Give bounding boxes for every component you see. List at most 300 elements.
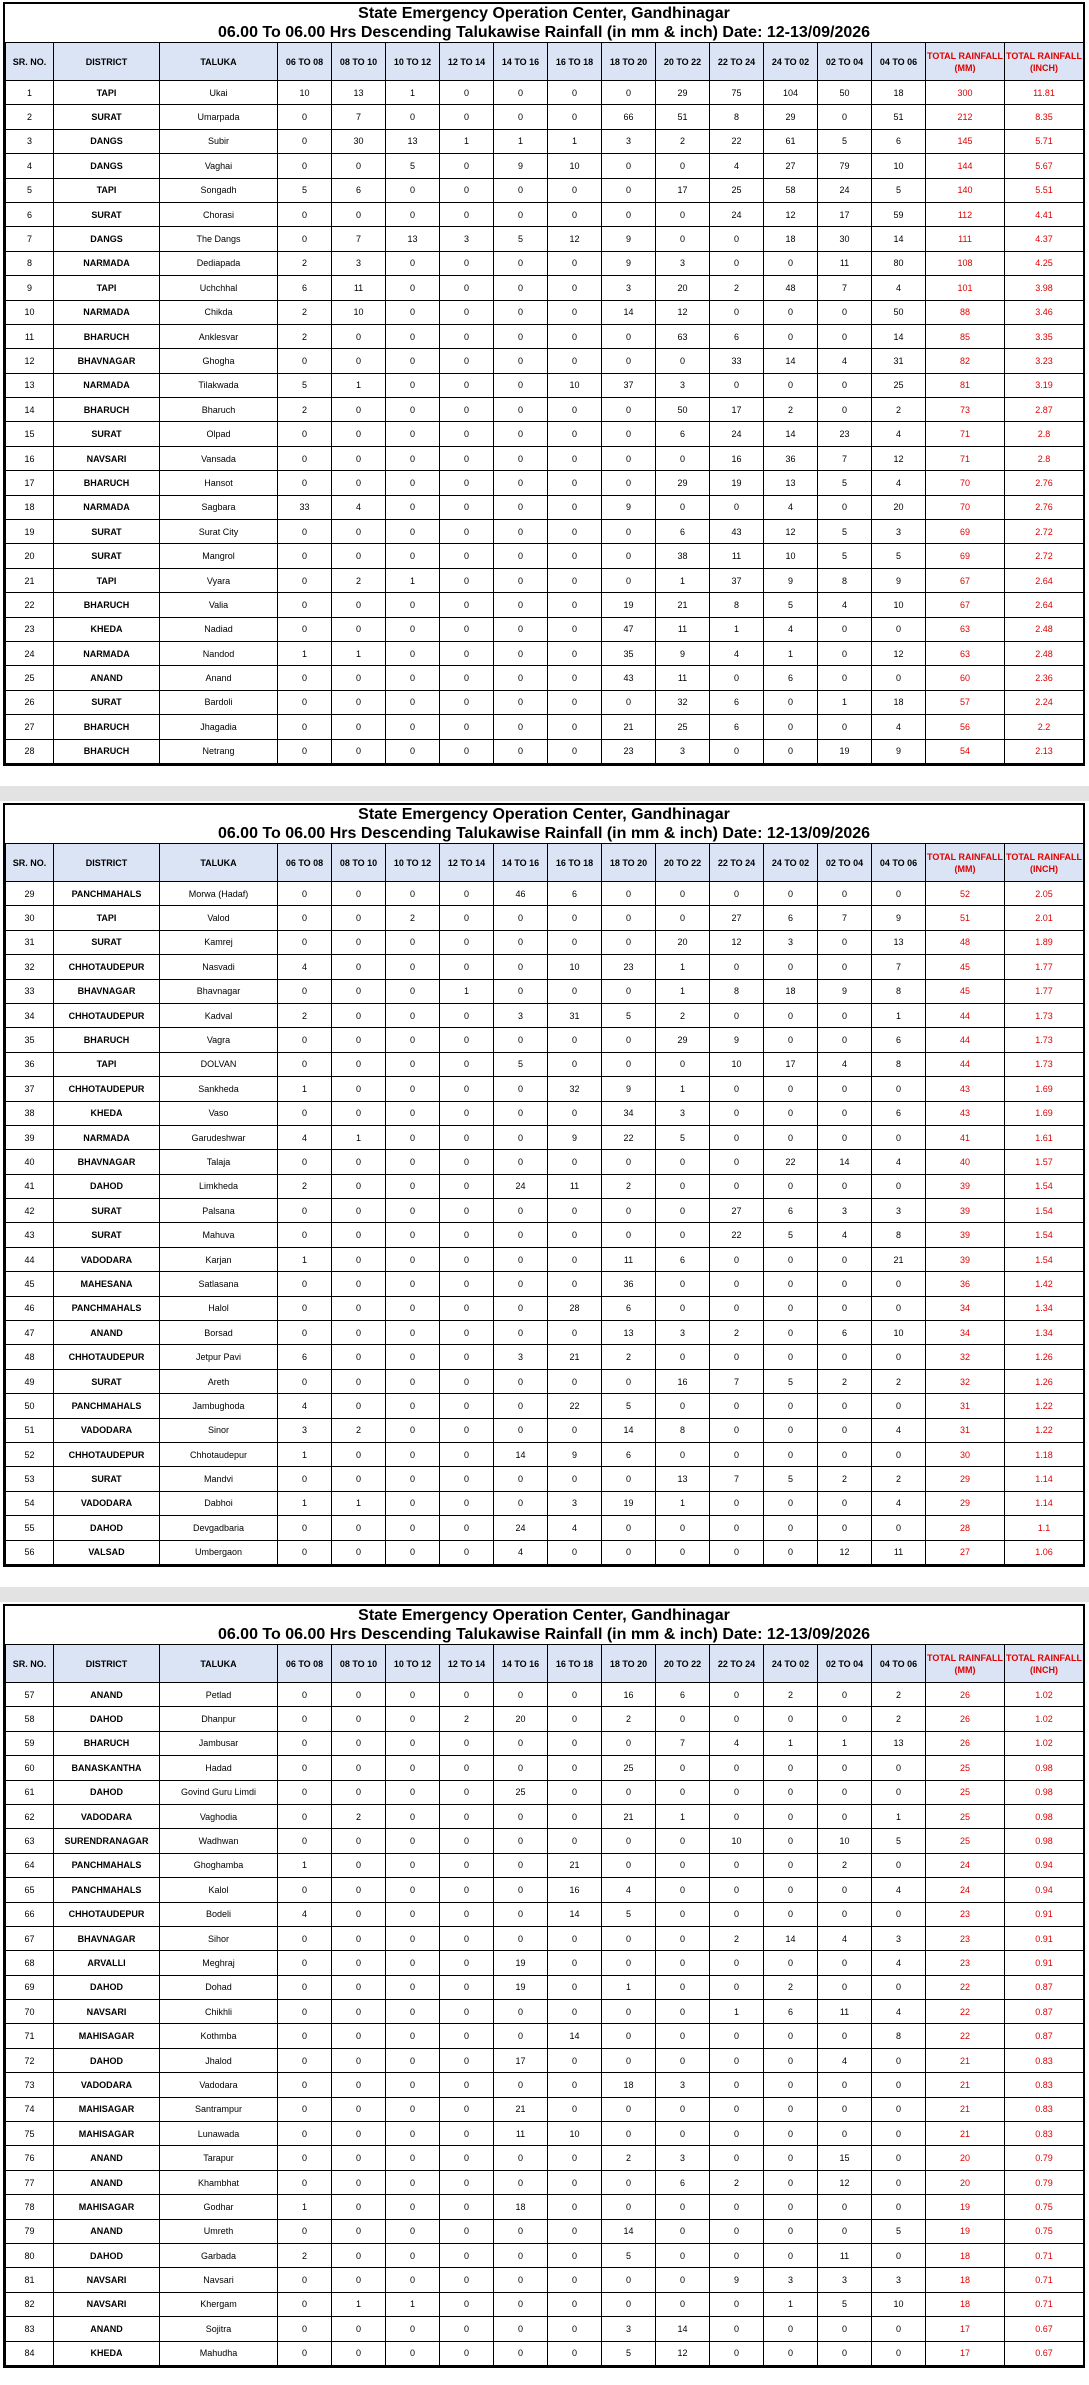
rain-20-22-cell: 0 xyxy=(656,1756,710,1780)
rain-10-12-cell: 0 xyxy=(386,882,440,906)
rain-06-08-cell: 0 xyxy=(278,1951,332,1975)
sr-no-cell: 49 xyxy=(6,1369,54,1393)
rain-14-16-cell: 0 xyxy=(494,520,548,544)
column-header: SR. NO. xyxy=(6,43,54,81)
sr-no-cell: 7 xyxy=(6,227,54,251)
rain-10-12-cell: 0 xyxy=(386,617,440,641)
total-inch-cell: 1.02 xyxy=(1005,1707,1084,1731)
rain-18-20-cell: 2 xyxy=(602,1707,656,1731)
rain-04-06-cell: 8 xyxy=(872,979,926,1003)
rain-06-08-cell: 0 xyxy=(278,1199,332,1223)
rain-06-08-cell: 0 xyxy=(278,2122,332,2146)
rain-10-12-cell: 0 xyxy=(386,1052,440,1076)
rain-10-12-cell: 0 xyxy=(386,666,440,690)
district-cell: KHEDA xyxy=(54,1101,160,1125)
rain-22-24-cell: 24 xyxy=(710,422,764,446)
rain-02-04-cell: 15 xyxy=(818,2146,872,2170)
rain-04-06-cell: 0 xyxy=(872,2317,926,2341)
rain-10-12-cell: 0 xyxy=(386,1975,440,1999)
sr-no-cell: 29 xyxy=(6,882,54,906)
rain-24-02-cell: 0 xyxy=(764,2097,818,2121)
rain-14-16-cell: 19 xyxy=(494,1951,548,1975)
rain-02-04-cell: 0 xyxy=(818,300,872,324)
rain-20-22-cell: 3 xyxy=(656,373,710,397)
rain-06-08-cell: 0 xyxy=(278,1731,332,1755)
rain-24-02-cell: 2 xyxy=(764,1975,818,1999)
total-mm-cell: 21 xyxy=(926,2122,1005,2146)
rain-22-24-cell: 0 xyxy=(710,2341,764,2365)
rain-20-22-cell: 0 xyxy=(656,1296,710,1320)
column-header: TOTAL RAINFALL (MM) xyxy=(926,43,1005,81)
rain-04-06-cell: 5 xyxy=(872,178,926,202)
taluka-cell: Sankheda xyxy=(160,1077,278,1101)
rain-12-14-cell: 0 xyxy=(440,1418,494,1442)
sr-no-cell: 59 xyxy=(6,1731,54,1755)
rain-14-16-cell: 0 xyxy=(494,202,548,226)
total-inch-cell: 0.98 xyxy=(1005,1804,1084,1828)
rain-04-06-cell: 0 xyxy=(872,2243,926,2267)
rain-18-20-cell: 9 xyxy=(602,251,656,275)
rain-24-02-cell: 0 xyxy=(764,251,818,275)
rain-12-14-cell: 0 xyxy=(440,2219,494,2243)
district-cell: BHARUCH xyxy=(54,324,160,348)
sr-no-cell: 43 xyxy=(6,1223,54,1247)
rain-14-16-cell: 0 xyxy=(494,1491,548,1515)
table-row xyxy=(6,227,1084,251)
rain-18-20-cell: 0 xyxy=(602,2122,656,2146)
rain-08-10-cell: 0 xyxy=(332,690,386,714)
rain-12-14-cell: 0 xyxy=(440,1272,494,1296)
rain-06-08-cell: 0 xyxy=(278,1540,332,1564)
rain-16-18-cell: 9 xyxy=(548,1442,602,1466)
rain-12-14-cell: 0 xyxy=(440,1491,494,1515)
rain-06-08-cell: 0 xyxy=(278,568,332,592)
table-row xyxy=(6,1707,1084,1731)
rain-18-20-cell: 0 xyxy=(602,2000,656,2024)
taluka-cell: Devgadbaria xyxy=(160,1516,278,1540)
total-inch-cell: 1.57 xyxy=(1005,1150,1084,1174)
sr-no-cell: 51 xyxy=(6,1418,54,1442)
rain-12-14-cell: 0 xyxy=(440,178,494,202)
rain-18-20-cell: 22 xyxy=(602,1125,656,1149)
rain-16-18-cell: 10 xyxy=(548,373,602,397)
district-cell: TAPI xyxy=(54,81,160,105)
rain-18-20-cell: 9 xyxy=(602,495,656,519)
rain-16-18-cell: 0 xyxy=(548,471,602,495)
rain-24-02-cell: 5 xyxy=(764,593,818,617)
rain-12-14-cell: 0 xyxy=(440,2000,494,2024)
total-inch-cell: 2.72 xyxy=(1005,544,1084,568)
rain-24-02-cell: 0 xyxy=(764,1951,818,1975)
taluka-cell: Olpad xyxy=(160,422,278,446)
rain-10-12-cell: 0 xyxy=(386,1174,440,1198)
rain-18-20-cell: 0 xyxy=(602,1150,656,1174)
rain-20-22-cell: 29 xyxy=(656,471,710,495)
total-inch-cell: 1.1 xyxy=(1005,1516,1084,1540)
rain-02-04-cell: 11 xyxy=(818,2000,872,2024)
total-mm-cell: 101 xyxy=(926,276,1005,300)
rain-06-08-cell: 4 xyxy=(278,1394,332,1418)
total-inch-cell: 8.35 xyxy=(1005,105,1084,129)
rain-06-08-cell: 1 xyxy=(278,1853,332,1877)
rain-10-12-cell: 0 xyxy=(386,2341,440,2365)
column-header: 04 TO 06 xyxy=(872,844,926,882)
sr-no-cell: 37 xyxy=(6,1077,54,1101)
rain-08-10-cell: 0 xyxy=(332,446,386,470)
rain-18-20-cell: 0 xyxy=(602,1369,656,1393)
total-inch-cell: 1.89 xyxy=(1005,930,1084,954)
rain-24-02-cell: 0 xyxy=(764,2170,818,2194)
district-cell: NARMADA xyxy=(54,641,160,665)
rain-24-02-cell: 2 xyxy=(764,398,818,422)
rain-02-04-cell: 0 xyxy=(818,1028,872,1052)
sr-no-cell: 45 xyxy=(6,1272,54,1296)
rain-04-06-cell: 50 xyxy=(872,300,926,324)
rain-14-16-cell: 0 xyxy=(494,2000,548,2024)
rain-12-14-cell: 3 xyxy=(440,227,494,251)
rain-02-04-cell: 0 xyxy=(818,105,872,129)
rain-24-02-cell: 0 xyxy=(764,882,818,906)
taluka-cell: Valia xyxy=(160,593,278,617)
rain-20-22-cell: 0 xyxy=(656,2000,710,2024)
rain-04-06-cell: 4 xyxy=(872,715,926,739)
column-header: 16 TO 18 xyxy=(548,43,602,81)
rain-22-24-cell: 0 xyxy=(710,1101,764,1125)
rain-14-16-cell: 0 xyxy=(494,2170,548,2194)
total-mm-cell: 32 xyxy=(926,1369,1005,1393)
rain-04-06-cell: 0 xyxy=(872,1272,926,1296)
total-inch-cell: 0.79 xyxy=(1005,2146,1084,2170)
rain-24-02-cell: 2 xyxy=(764,1683,818,1707)
rain-10-12-cell: 0 xyxy=(386,1516,440,1540)
taluka-cell: Govind Guru Limdi xyxy=(160,1780,278,1804)
district-cell: NARMADA xyxy=(54,251,160,275)
total-mm-cell: 34 xyxy=(926,1321,1005,1345)
rain-20-22-cell: 0 xyxy=(656,2097,710,2121)
rain-12-14-cell: 0 xyxy=(440,1125,494,1149)
column-header: 02 TO 04 xyxy=(818,43,872,81)
taluka-cell: Satlasana xyxy=(160,1272,278,1296)
rain-08-10-cell: 0 xyxy=(332,154,386,178)
table-row xyxy=(6,1174,1084,1198)
total-mm-cell: 27 xyxy=(926,1540,1005,1564)
rain-04-06-cell: 5 xyxy=(872,544,926,568)
rain-14-16-cell: 0 xyxy=(494,1829,548,1853)
rain-06-08-cell: 0 xyxy=(278,1804,332,1828)
rain-06-08-cell: 0 xyxy=(278,1975,332,1999)
rain-02-04-cell: 4 xyxy=(818,349,872,373)
rain-22-24-cell: 17 xyxy=(710,398,764,422)
district-cell: SURAT xyxy=(54,1369,160,1393)
total-inch-cell: 1.02 xyxy=(1005,1683,1084,1707)
rain-04-06-cell: 4 xyxy=(872,1150,926,1174)
rain-04-06-cell: 2 xyxy=(872,1467,926,1491)
rain-22-24-cell: 0 xyxy=(710,955,764,979)
rain-08-10-cell: 0 xyxy=(332,2341,386,2365)
rain-18-20-cell: 4 xyxy=(602,1878,656,1902)
rain-20-22-cell: 0 xyxy=(656,1345,710,1369)
taluka-cell: Vyara xyxy=(160,568,278,592)
rain-18-20-cell: 0 xyxy=(602,178,656,202)
rain-24-02-cell: 0 xyxy=(764,1829,818,1853)
total-inch-cell: 0.83 xyxy=(1005,2122,1084,2146)
taluka-cell: Areth xyxy=(160,1369,278,1393)
district-cell: TAPI xyxy=(54,276,160,300)
taluka-cell: Vaghodia xyxy=(160,1804,278,1828)
rain-22-24-cell: 33 xyxy=(710,349,764,373)
total-inch-cell: 0.91 xyxy=(1005,1902,1084,1926)
rain-22-24-cell: 37 xyxy=(710,568,764,592)
rain-14-16-cell: 25 xyxy=(494,1780,548,1804)
rain-14-16-cell: 0 xyxy=(494,568,548,592)
rain-02-04-cell: 5 xyxy=(818,2292,872,2316)
rain-20-22-cell: 0 xyxy=(656,1853,710,1877)
rain-14-16-cell: 0 xyxy=(494,1223,548,1247)
rain-04-06-cell: 9 xyxy=(872,906,926,930)
rain-18-20-cell: 0 xyxy=(602,1829,656,1853)
rain-10-12-cell: 0 xyxy=(386,1028,440,1052)
rain-14-16-cell: 3 xyxy=(494,1345,548,1369)
rain-04-06-cell: 0 xyxy=(872,2195,926,2219)
rain-14-16-cell: 0 xyxy=(494,446,548,470)
rain-12-14-cell: 0 xyxy=(440,154,494,178)
rain-14-16-cell: 0 xyxy=(494,1731,548,1755)
rain-22-24-cell: 43 xyxy=(710,520,764,544)
sr-no-cell: 66 xyxy=(6,1902,54,1926)
sr-no-cell: 9 xyxy=(6,276,54,300)
rain-12-14-cell: 0 xyxy=(440,324,494,348)
district-cell: DAHOD xyxy=(54,1516,160,1540)
rain-18-20-cell: 21 xyxy=(602,1804,656,1828)
rain-16-18-cell: 0 xyxy=(548,300,602,324)
report-page-1 xyxy=(0,0,1089,786)
sr-no-cell: 70 xyxy=(6,2000,54,2024)
rain-20-22-cell: 1 xyxy=(656,955,710,979)
rain-24-02-cell: 0 xyxy=(764,2243,818,2267)
district-cell: ANAND xyxy=(54,1683,160,1707)
column-header: TOTAL RAINFALL (INCH) xyxy=(1005,1645,1084,1683)
total-mm-cell: 22 xyxy=(926,2024,1005,2048)
rain-20-22-cell: 16 xyxy=(656,1369,710,1393)
rain-06-08-cell: 0 xyxy=(278,1150,332,1174)
rain-22-24-cell: 27 xyxy=(710,1199,764,1223)
taluka-cell: Halol xyxy=(160,1296,278,1320)
rain-20-22-cell: 0 xyxy=(656,906,710,930)
rain-08-10-cell: 0 xyxy=(332,1756,386,1780)
rain-20-22-cell: 9 xyxy=(656,641,710,665)
rain-14-16-cell: 0 xyxy=(494,930,548,954)
table-row xyxy=(6,1491,1084,1515)
rain-10-12-cell: 0 xyxy=(386,1199,440,1223)
rain-06-08-cell: 0 xyxy=(278,1683,332,1707)
rain-24-02-cell: 0 xyxy=(764,1853,818,1877)
rain-08-10-cell: 0 xyxy=(332,2317,386,2341)
total-mm-cell: 28 xyxy=(926,1516,1005,1540)
rain-16-18-cell: 0 xyxy=(548,1052,602,1076)
rain-02-04-cell: 0 xyxy=(818,1683,872,1707)
column-header: 18 TO 20 xyxy=(602,43,656,81)
rain-08-10-cell: 1 xyxy=(332,373,386,397)
rain-06-08-cell: 0 xyxy=(278,930,332,954)
district-cell: CHHOTAUDEPUR xyxy=(54,1003,160,1027)
rain-14-16-cell: 0 xyxy=(494,422,548,446)
total-inch-cell: 0.83 xyxy=(1005,2048,1084,2072)
rain-16-18-cell: 9 xyxy=(548,1125,602,1149)
rain-04-06-cell: 13 xyxy=(872,1731,926,1755)
rain-06-08-cell: 33 xyxy=(278,495,332,519)
rain-18-20-cell: 0 xyxy=(602,1926,656,1950)
rain-10-12-cell: 0 xyxy=(386,2243,440,2267)
rain-02-04-cell: 79 xyxy=(818,154,872,178)
taluka-cell: Nadiad xyxy=(160,617,278,641)
total-inch-cell: 0.71 xyxy=(1005,2268,1084,2292)
taluka-cell: Bharuch xyxy=(160,398,278,422)
rain-18-20-cell: 0 xyxy=(602,471,656,495)
total-mm-cell: 69 xyxy=(926,520,1005,544)
total-inch-cell: 1.22 xyxy=(1005,1394,1084,1418)
rain-02-04-cell: 5 xyxy=(818,129,872,153)
total-inch-cell: 0.83 xyxy=(1005,2097,1084,2121)
rain-18-20-cell: 3 xyxy=(602,276,656,300)
total-mm-cell: 67 xyxy=(926,568,1005,592)
district-cell: ANAND xyxy=(54,2317,160,2341)
rain-14-16-cell: 0 xyxy=(494,276,548,300)
rain-24-02-cell: 0 xyxy=(764,1442,818,1466)
rain-12-14-cell: 0 xyxy=(440,1516,494,1540)
rain-14-16-cell: 0 xyxy=(494,324,548,348)
rain-14-16-cell: 0 xyxy=(494,349,548,373)
rain-20-22-cell: 13 xyxy=(656,1467,710,1491)
rain-24-02-cell: 0 xyxy=(764,2146,818,2170)
rain-02-04-cell: 0 xyxy=(818,1516,872,1540)
rain-08-10-cell: 2 xyxy=(332,1418,386,1442)
rain-18-20-cell: 0 xyxy=(602,2268,656,2292)
taluka-cell: Surat City xyxy=(160,520,278,544)
rain-06-08-cell: 0 xyxy=(278,739,332,763)
total-inch-cell: 1.54 xyxy=(1005,1223,1084,1247)
rain-20-22-cell: 3 xyxy=(656,2073,710,2097)
rain-24-02-cell: 61 xyxy=(764,129,818,153)
rain-18-20-cell: 36 xyxy=(602,1272,656,1296)
rain-06-08-cell: 0 xyxy=(278,1780,332,1804)
rain-08-10-cell: 0 xyxy=(332,2073,386,2097)
taluka-cell: Anand xyxy=(160,666,278,690)
column-header: TOTAL RAINFALL (MM) xyxy=(926,1645,1005,1683)
total-mm-cell: 108 xyxy=(926,251,1005,275)
district-cell: DANGS xyxy=(54,129,160,153)
total-mm-cell: 29 xyxy=(926,1467,1005,1491)
rain-10-12-cell: 0 xyxy=(386,1077,440,1101)
rain-20-22-cell: 0 xyxy=(656,1052,710,1076)
rain-20-22-cell: 0 xyxy=(656,1223,710,1247)
total-inch-cell: 1.69 xyxy=(1005,1101,1084,1125)
rain-18-20-cell: 0 xyxy=(602,2292,656,2316)
total-mm-cell: 43 xyxy=(926,1077,1005,1101)
rain-08-10-cell: 0 xyxy=(332,1174,386,1198)
rain-02-04-cell: 5 xyxy=(818,471,872,495)
rain-22-24-cell: 16 xyxy=(710,446,764,470)
table-row xyxy=(6,276,1084,300)
sr-no-cell: 24 xyxy=(6,641,54,665)
total-mm-cell: 70 xyxy=(926,495,1005,519)
rain-16-18-cell: 0 xyxy=(548,324,602,348)
sr-no-cell: 71 xyxy=(6,2024,54,2048)
rain-06-08-cell: 0 xyxy=(278,690,332,714)
rain-08-10-cell: 1 xyxy=(332,1491,386,1515)
table-row xyxy=(6,422,1084,446)
table-row xyxy=(6,1878,1084,1902)
rain-02-04-cell: 0 xyxy=(818,2122,872,2146)
column-header: 14 TO 16 xyxy=(494,43,548,81)
rain-04-06-cell: 4 xyxy=(872,276,926,300)
taluka-cell: Kalol xyxy=(160,1878,278,1902)
total-mm-cell: 31 xyxy=(926,1418,1005,1442)
rain-10-12-cell: 0 xyxy=(386,2219,440,2243)
total-inch-cell: 1.73 xyxy=(1005,1003,1084,1027)
district-cell: SURAT xyxy=(54,422,160,446)
total-mm-cell: 82 xyxy=(926,349,1005,373)
rain-04-06-cell: 10 xyxy=(872,1321,926,1345)
rain-16-18-cell: 16 xyxy=(548,1878,602,1902)
rain-20-22-cell: 1 xyxy=(656,1804,710,1828)
table-row xyxy=(6,1516,1084,1540)
rain-10-12-cell: 0 xyxy=(386,1853,440,1877)
rain-16-18-cell: 0 xyxy=(548,520,602,544)
total-mm-cell: 60 xyxy=(926,666,1005,690)
rain-08-10-cell: 0 xyxy=(332,520,386,544)
rain-10-12-cell: 0 xyxy=(386,1707,440,1731)
rain-16-18-cell: 0 xyxy=(548,2000,602,2024)
rain-10-12-cell: 0 xyxy=(386,373,440,397)
taluka-cell: Umarpada xyxy=(160,105,278,129)
rain-02-04-cell: 3 xyxy=(818,1199,872,1223)
rain-14-16-cell: 0 xyxy=(494,2073,548,2097)
rain-16-18-cell: 0 xyxy=(548,1272,602,1296)
rain-24-02-cell: 14 xyxy=(764,349,818,373)
column-header: 02 TO 04 xyxy=(818,1645,872,1683)
table-row xyxy=(6,955,1084,979)
total-mm-cell: 144 xyxy=(926,154,1005,178)
rain-24-02-cell: 0 xyxy=(764,1125,818,1149)
rain-12-14-cell: 0 xyxy=(440,276,494,300)
rain-02-04-cell: 2 xyxy=(818,1853,872,1877)
rain-02-04-cell: 7 xyxy=(818,276,872,300)
sr-no-cell: 67 xyxy=(6,1926,54,1950)
table-row xyxy=(6,930,1084,954)
sr-no-cell: 11 xyxy=(6,324,54,348)
rain-06-08-cell: 0 xyxy=(278,227,332,251)
rain-20-22-cell: 6 xyxy=(656,1247,710,1271)
taluka-cell: Subir xyxy=(160,129,278,153)
rain-02-04-cell: 5 xyxy=(818,544,872,568)
rain-04-06-cell: 0 xyxy=(872,2073,926,2097)
taluka-cell: Mangrol xyxy=(160,544,278,568)
rain-08-10-cell: 2 xyxy=(332,1804,386,1828)
rain-20-22-cell: 3 xyxy=(656,739,710,763)
rain-18-20-cell: 0 xyxy=(602,1467,656,1491)
rain-24-02-cell: 0 xyxy=(764,1296,818,1320)
table-row xyxy=(6,2146,1084,2170)
rain-24-02-cell: 0 xyxy=(764,1878,818,1902)
table-row xyxy=(6,906,1084,930)
rain-02-04-cell: 0 xyxy=(818,930,872,954)
rain-20-22-cell: 0 xyxy=(656,1975,710,1999)
rain-24-02-cell: 58 xyxy=(764,178,818,202)
rain-02-04-cell: 0 xyxy=(818,1756,872,1780)
column-header: TALUKA xyxy=(160,844,278,882)
rain-18-20-cell: 14 xyxy=(602,300,656,324)
rain-10-12-cell: 0 xyxy=(386,178,440,202)
